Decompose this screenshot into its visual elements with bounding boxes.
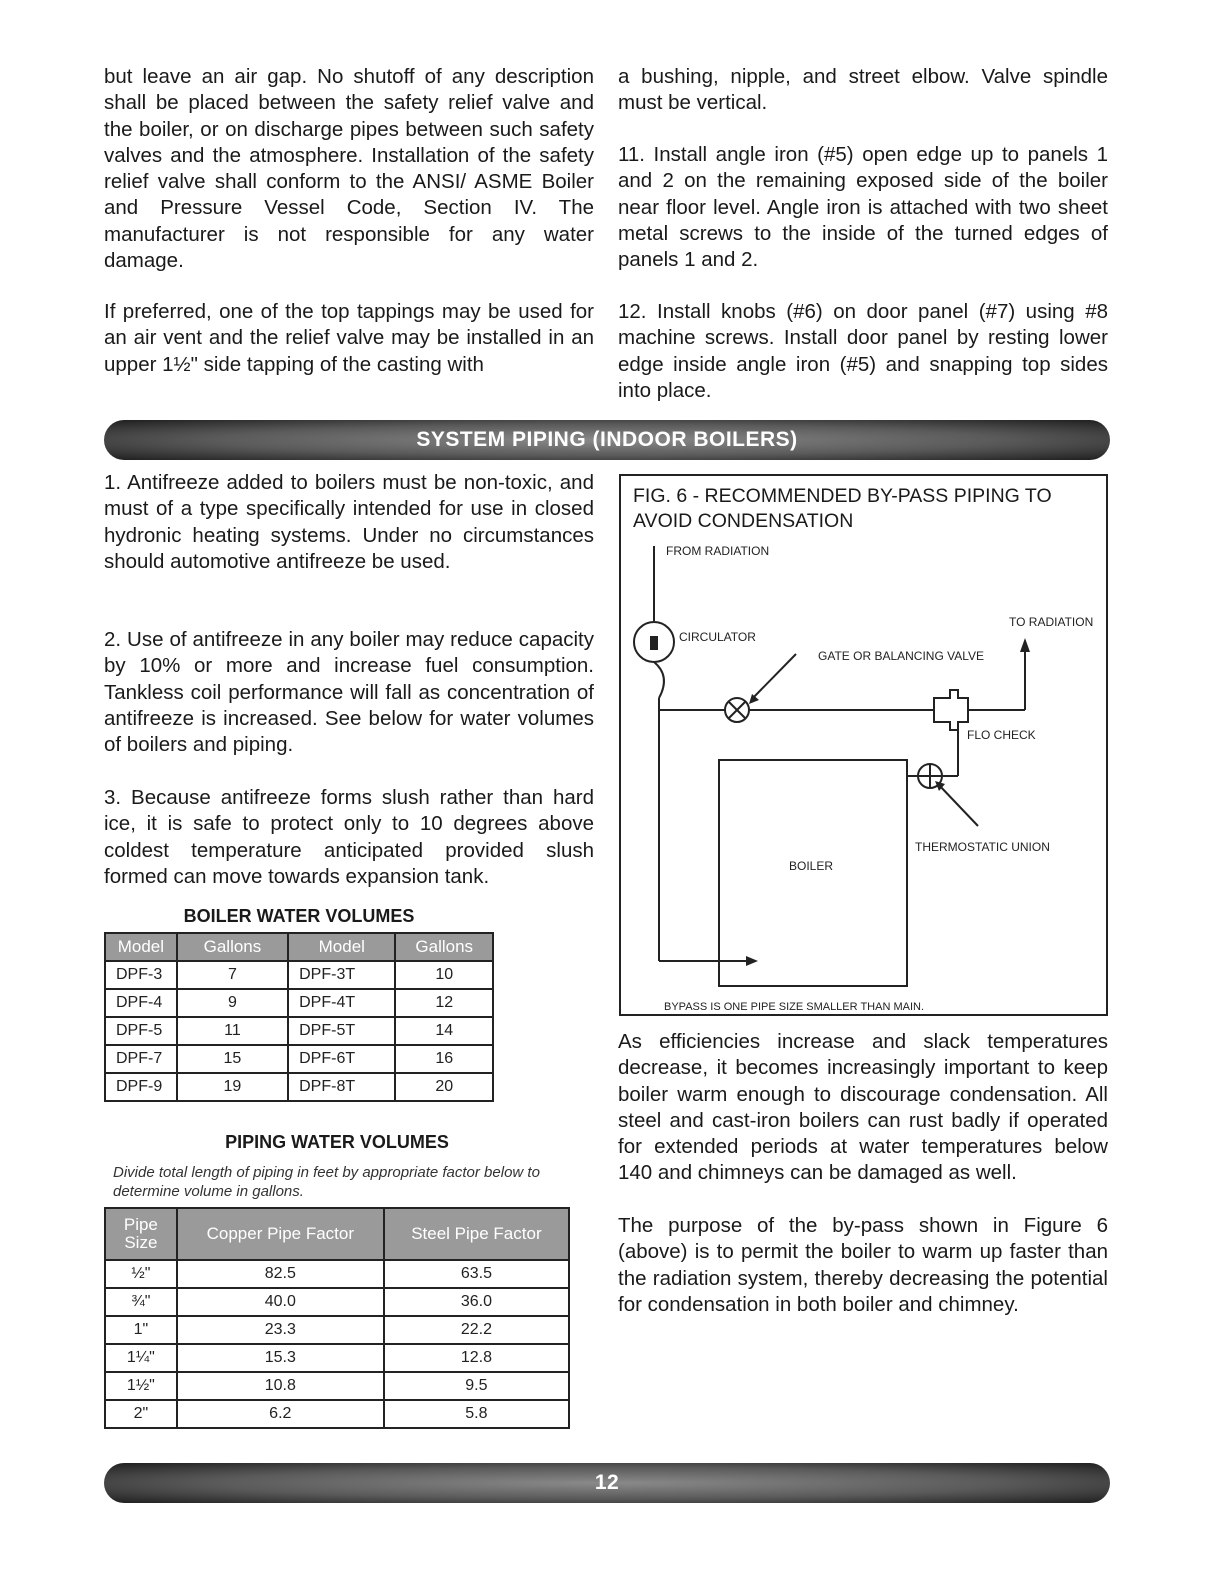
section-title: SYSTEM PIPING (INDOOR BOILERS) xyxy=(416,428,798,451)
table-row xyxy=(105,1344,569,1372)
label-to-radiation: TO RADIATION xyxy=(1009,615,1094,629)
piping-table-title: PIPING WATER VOLUMES xyxy=(225,1132,449,1152)
bypass-piping-diagram xyxy=(621,476,1106,1014)
table-cell: 7 xyxy=(177,961,288,989)
table-cell: DPF-4T xyxy=(288,989,395,1017)
table-cell: DPF-5T xyxy=(288,1017,395,1045)
column-header: Gallons xyxy=(395,933,493,961)
column-header: Pipe Size xyxy=(105,1208,177,1260)
table-cell: 9 xyxy=(177,989,288,1017)
right-paragraph-efficiency: As efficiencies increase and slack temperatures decrease, it becomes increasingly important to keep boiler warm enough to discourage condensation. All steel and cast-iron boilers can rust badly if operated for extended periods at water temperatures below 140 and chimneys can be damaged as well. xyxy=(618,1030,1108,1185)
table-cell: 15 xyxy=(177,1045,288,1073)
table-row xyxy=(105,1073,493,1101)
table-cell: 14 xyxy=(395,1017,493,1045)
table-cell: ¾" xyxy=(105,1288,177,1316)
table-cell: 23.3 xyxy=(177,1316,384,1344)
footer-banner xyxy=(104,1463,1110,1503)
antifreeze-item-2: 2. Use of antifreeze in any boiler may reduce capacity by 10% or more and increase fuel consumption. Tankless coil performance will fall as concentration of antifreeze is increased. See below for water volumes of boilers and piping. xyxy=(104,628,594,757)
antifreeze-item-1: 1. Antifreeze added to boilers must be non-toxic, and must of a type specifically intended for use in closed hydronic heating systems. Under no circumstances should automotive antifreeze be used. xyxy=(104,471,594,573)
table-cell: 15.3 xyxy=(177,1344,384,1372)
antifreeze-item-3: 3. Because antifreeze forms slush rather than hard ice, it is safe to protect only to 10 degrees above coldest temperature anticipated provided slush formed can move towards expansion tank. xyxy=(104,786,594,888)
table-cell: 12 xyxy=(395,989,493,1017)
table-row xyxy=(105,1017,493,1045)
table-cell: 9.5 xyxy=(384,1372,569,1400)
table-cell: ½" xyxy=(105,1260,177,1288)
table-row xyxy=(105,1372,569,1400)
table-row xyxy=(105,1288,569,1316)
table-cell: 6.2 xyxy=(177,1400,384,1428)
table-cell: 1½" xyxy=(105,1372,177,1400)
table-cell: 2" xyxy=(105,1400,177,1428)
column-header: Model xyxy=(288,933,395,961)
table-cell: DPF-6T xyxy=(288,1045,395,1073)
flo-check-icon xyxy=(934,690,968,730)
right-paragraph-bypass-purpose: The purpose of the by-pass shown in Figure 6 (above) is to permit the boiler to warm up faster than the radiation system, thereby decreasing the potential for condensation in both boiler and chimney. xyxy=(618,1214,1108,1316)
table-row xyxy=(105,1260,569,1288)
figure-caption: FIG. 6 - RECOMMENDED BY-PASS PIPING TO AVOID CONDENSATION xyxy=(633,485,1052,532)
label-from-radiation: FROM RADIATION xyxy=(666,544,770,558)
label-thermostatic-union: THERMOSTATIC UNION xyxy=(915,840,1050,854)
label-boiler: BOILER xyxy=(789,859,834,873)
table-cell: DPF-3 xyxy=(105,961,177,989)
table-cell: DPF-9 xyxy=(105,1073,177,1101)
table-cell: 82.5 xyxy=(177,1260,384,1288)
table-cell: 40.0 xyxy=(177,1288,384,1316)
table-header-row xyxy=(105,933,493,961)
gate-valve-pointer-icon xyxy=(749,694,759,704)
table-cell: DPF-8T xyxy=(288,1073,395,1101)
table-cell: 10 xyxy=(395,961,493,989)
table-cell: 20 xyxy=(395,1073,493,1101)
column-header: Copper Pipe Factor xyxy=(177,1208,384,1260)
to-radiation-arrow-icon xyxy=(1020,638,1030,652)
table-cell: DPF-4 xyxy=(105,989,177,1017)
boiler-icon xyxy=(719,760,907,986)
piping-table-note: Divide total length of piping in feet by appropriate factor below to determine volume in gallons. xyxy=(113,1164,540,1200)
table-row xyxy=(105,989,493,1017)
column-header: Model xyxy=(105,933,177,961)
table-row xyxy=(105,961,493,989)
table-cell: 16 xyxy=(395,1045,493,1073)
top-right-step-12: 12. Install knobs (#6) on door panel (#7) using #8 machine screws. Install door panel by resting lower edge inside angle iron (#5) and snapping top sides into place. xyxy=(618,300,1108,402)
top-left-paragraph-1: but leave an air gap. No shutoff of any description shall be placed between the safety relief valve and the boiler, or on discharge pipes between such safety valves and the atmosphere. Installation of the safety relief valve shall conform to the ANSI/ ASME Boiler and Pressure Vessel Code, Section IV. The manufacturer is not responsible for any water damage. xyxy=(104,65,594,273)
label-circulator: CIRCULATOR xyxy=(679,630,756,644)
boiler-table-title: BOILER WATER VOLUMES xyxy=(183,906,415,926)
table-cell: 12.8 xyxy=(384,1344,569,1372)
table-cell: 22.2 xyxy=(384,1316,569,1344)
table-cell: 5.8 xyxy=(384,1400,569,1428)
column-header: Steel Pipe Factor xyxy=(384,1208,569,1260)
column-header: Gallons xyxy=(177,933,288,961)
boiler-water-volumes-table xyxy=(104,932,494,1102)
table-cell: 19 xyxy=(177,1073,288,1101)
table-cell: 11 xyxy=(177,1017,288,1045)
top-right-paragraph-1: a bushing, nipple, and street elbow. Valve spindle must be vertical. xyxy=(618,65,1108,115)
top-right-step-11: 11. Install angle iron (#5) open edge up to panels 1 and 2 on the remaining exposed side of the boiler near floor level. Angle iron is attached with two sheet metal screws to the inside of the turned edges of panels 1 and 2. xyxy=(618,143,1108,272)
label-gate-valve: GATE OR BALANCING VALVE xyxy=(818,649,985,663)
table-cell: 1" xyxy=(105,1316,177,1344)
table-cell: 10.8 xyxy=(177,1372,384,1400)
table-row xyxy=(105,1316,569,1344)
circulator-arrow-icon xyxy=(650,636,658,650)
table-cell: DPF-3T xyxy=(288,961,395,989)
figure-6-box xyxy=(619,474,1108,1016)
table-cell: 1¼" xyxy=(105,1344,177,1372)
label-flo-check: FLO CHECK xyxy=(967,728,1036,742)
page-number: 12 xyxy=(594,1471,620,1494)
table-cell: 63.5 xyxy=(384,1260,569,1288)
table-header-row xyxy=(105,1208,569,1260)
table-cell: 36.0 xyxy=(384,1288,569,1316)
table-row xyxy=(105,1400,569,1428)
table-cell: DPF-5 xyxy=(105,1017,177,1045)
table-row xyxy=(105,1045,493,1073)
label-bypass-note: BYPASS IS ONE PIPE SIZE SMALLER THAN MAIN. xyxy=(664,1001,924,1013)
piping-water-volumes-table xyxy=(104,1207,570,1429)
table-cell: DPF-7 xyxy=(105,1045,177,1073)
section-banner xyxy=(104,420,1110,460)
top-left-paragraph-2: If preferred, one of the top tappings may be used for an air vent and the relief valve may be installed in an upper 1½" side tapping of the casting with xyxy=(104,300,594,376)
